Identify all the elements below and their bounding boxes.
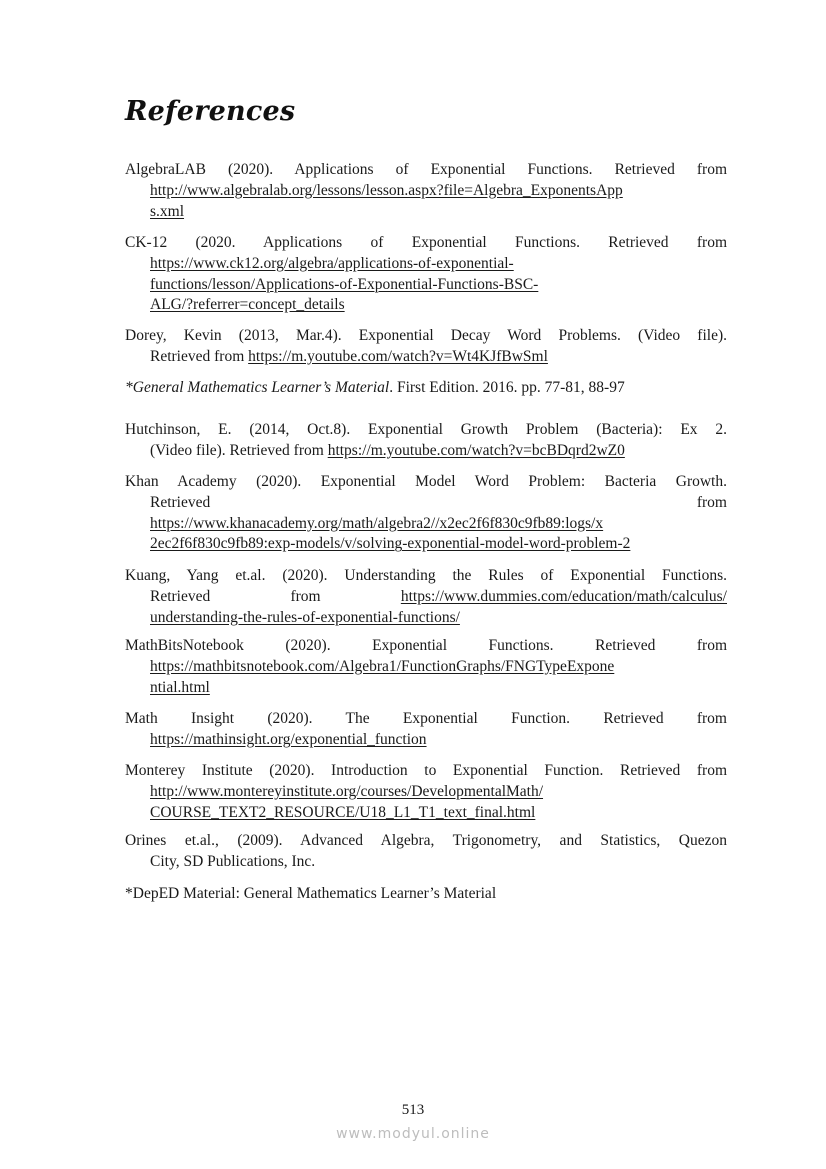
reference-line bbox=[125, 326, 727, 346]
reference-line bbox=[150, 782, 727, 802]
reference-line bbox=[125, 566, 727, 586]
reference-link[interactable]: http://www.algebralab.org/lessons/lesson.aspx?file=Algebra_ExponentsApp bbox=[150, 181, 623, 199]
reference-line bbox=[150, 347, 727, 367]
reference-link[interactable]: https://m.youtube.com/watch?v=Wt4KJfBwSml bbox=[248, 347, 548, 365]
reference-link[interactable]: ALG/?referrer=concept_details bbox=[150, 296, 345, 314]
reference-link[interactable]: http://www.montereyinstitute.org/courses/DevelopmentalMath/ bbox=[150, 782, 544, 800]
reference-text: *DepED Material: General Mathematics Learner’s Material bbox=[125, 885, 497, 902]
reference-line bbox=[125, 378, 727, 398]
reference-link[interactable]: https://www.dummies.com/education/math/calculus/ bbox=[400, 587, 727, 605]
reference-line bbox=[150, 608, 727, 628]
reference-line bbox=[125, 233, 727, 253]
reference-text: Kuang, Yang et.al. (2020). Understanding the Rules of Exponential Functions. bbox=[125, 567, 727, 584]
reference-line bbox=[150, 181, 727, 201]
reference-link[interactable]: s.xml bbox=[150, 202, 185, 220]
reference-line bbox=[150, 202, 727, 222]
reference-line bbox=[125, 420, 727, 440]
reference-line bbox=[150, 441, 727, 461]
reference-text: City, SD Publications, Inc. bbox=[150, 852, 316, 870]
reference-line bbox=[150, 678, 727, 698]
page-number: 513 bbox=[401, 1102, 425, 1118]
reference-text: MathBitsNotebook (2020). Exponential Functions. Retrieved from bbox=[125, 637, 727, 654]
reference-link[interactable]: COURSE_TEXT2_RESOURCE/U18_L1_T1_text_final.html bbox=[150, 803, 536, 821]
reference-text: Hutchinson, E. (2014, Oct.8). Exponential Growth Problem (Bacteria): Ex 2. bbox=[125, 421, 727, 438]
reference-text: Dorey, Kevin (2013, Mar.4). Exponential Decay Word Problems. (Video file). bbox=[125, 327, 727, 344]
reference-text: Orines et.al., (2009). Advanced Algebra, Trigonometry, and Statistics, Quezon bbox=[125, 832, 727, 849]
reference-line bbox=[150, 295, 727, 315]
reference-line bbox=[125, 636, 727, 656]
reference-text: Retrieved from bbox=[150, 493, 727, 511]
reference-line bbox=[150, 493, 727, 513]
reference-link[interactable]: functions/lesson/Applications-of-Exponential-Functions-BSC- bbox=[150, 275, 539, 293]
reference-line bbox=[150, 254, 727, 274]
reference-line bbox=[150, 730, 727, 750]
reference-link[interactable]: https://mathinsight.org/exponential_function bbox=[150, 730, 427, 748]
reference-line bbox=[150, 852, 727, 872]
reference-line bbox=[150, 514, 727, 534]
reference-line bbox=[125, 761, 727, 781]
reference-link[interactable]: 2ec2f6f830c9fb89:exp-models/v/solving-exponential-model-word-problem-2 bbox=[150, 535, 631, 553]
reference-link[interactable]: ntial.html bbox=[150, 678, 210, 696]
reference-text: Retrieved from bbox=[150, 587, 401, 605]
reference-text: Retrieved from bbox=[150, 347, 249, 365]
reference-line bbox=[125, 472, 727, 492]
reference-line bbox=[150, 587, 727, 607]
reference-line bbox=[125, 160, 727, 180]
reference-line bbox=[150, 275, 727, 295]
reference-text: Khan Academy (2020). Exponential Model Word Problem: Bacteria Growth. bbox=[125, 473, 727, 490]
reference-line bbox=[125, 884, 727, 904]
reference-text: . First Edition. 2016. pp. 77-81, 88-97 bbox=[389, 379, 625, 396]
reference-line bbox=[150, 803, 727, 823]
reference-text: AlgebraLAB (2020). Applications of Exponential Functions. Retrieved from bbox=[125, 161, 727, 178]
page-title: References bbox=[125, 96, 296, 127]
reference-link[interactable]: https://mathbitsnotebook.com/Algebra1/FunctionGraphs/FNGTypeExpone bbox=[150, 657, 615, 675]
reference-text: *General Mathematics Learner’s Material bbox=[125, 379, 390, 396]
reference-text: (Video file). Retrieved from bbox=[150, 441, 328, 459]
reference-link[interactable]: https://m.youtube.com/watch?v=bcBDqrd2wZ0 bbox=[327, 441, 625, 459]
watermark: www.modyul.online bbox=[336, 1126, 490, 1142]
reference-link[interactable]: https://www.khanacademy.org/math/algebra2//x2ec2f6f830c9fb89:logs/x bbox=[150, 514, 604, 532]
reference-line bbox=[125, 709, 727, 729]
reference-link[interactable]: https://www.ck12.org/algebra/applications-of-exponential- bbox=[150, 254, 514, 272]
reference-text: CK-12 (2020. Applications of Exponential Functions. Retrieved from bbox=[125, 234, 727, 251]
reference-link[interactable]: understanding-the-rules-of-exponential-functions/ bbox=[150, 608, 460, 626]
reference-line bbox=[125, 831, 727, 851]
reference-line bbox=[150, 657, 727, 677]
reference-line bbox=[150, 534, 727, 554]
reference-text: Math Insight (2020). The Exponential Function. Retrieved from bbox=[125, 710, 727, 727]
reference-text: Monterey Institute (2020). Introduction to Exponential Function. Retrieved from bbox=[125, 762, 727, 779]
